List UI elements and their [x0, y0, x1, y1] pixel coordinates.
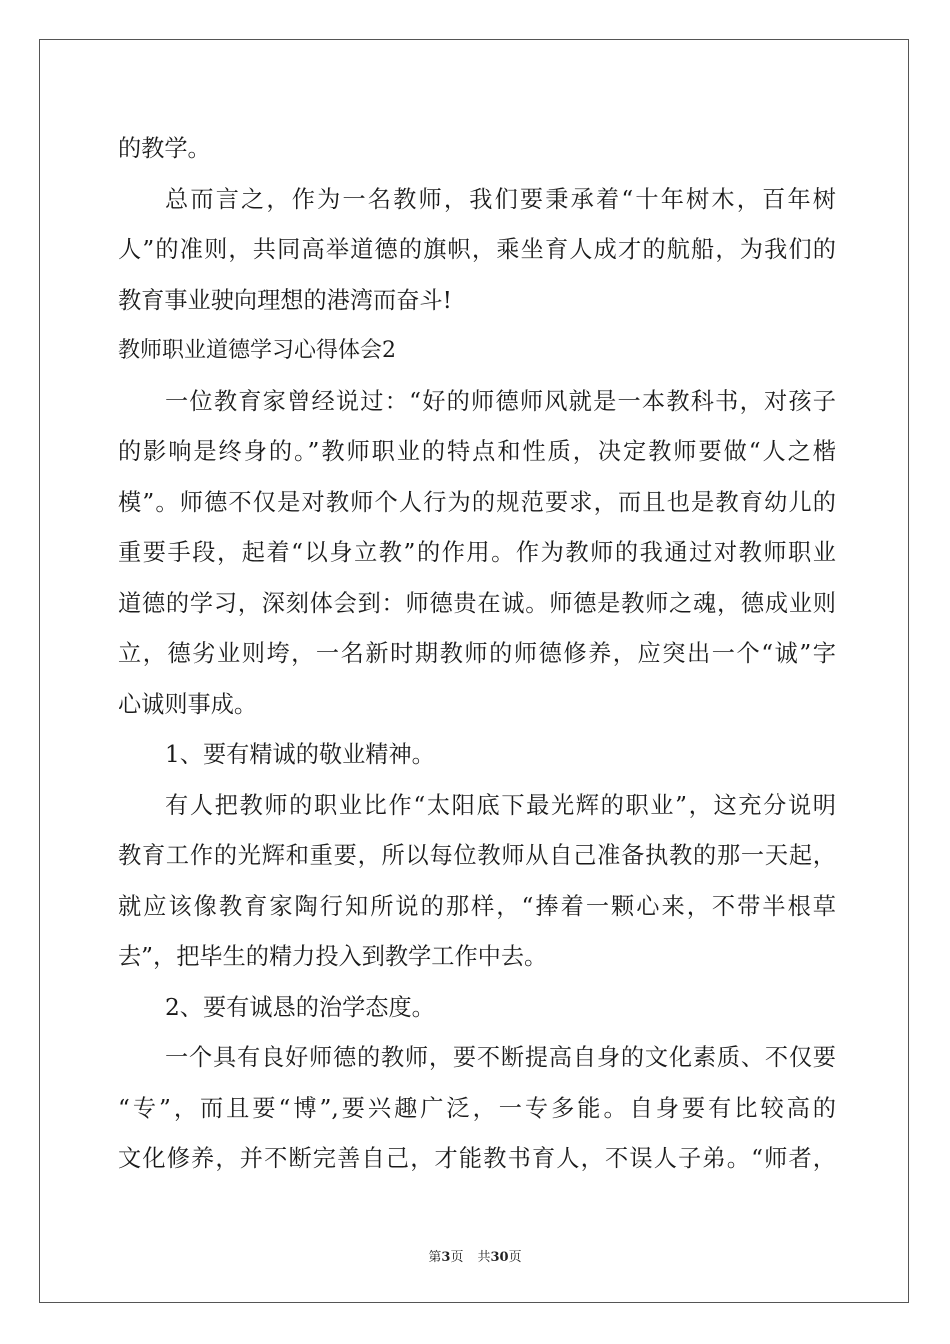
text-line: 就应该像教育家陶行知所说的那样，“捧着一颗心来，不带半根草 — [118, 892, 836, 920]
list-item-heading: 2、要有诚恳的治学态度。 — [165, 993, 435, 1021]
section-heading: 教师职业道德学习心得体会2 — [118, 338, 396, 363]
text-line: 教育工作的光辉和重要，所以每位教师从自己准备执教的那一天起， — [118, 842, 836, 869]
text-line: “专”，而且要“博”,要兴趣广泛，一专多能。自身要有比较高的 — [118, 1094, 836, 1122]
page-footer — [0, 1246, 950, 1265]
text-line: 人”的准则，共同高举道德的旗帜，乘坐育人成才的航船，为我们的 — [118, 236, 836, 263]
total-prefix: 共 — [477, 1250, 491, 1265]
text-line: 的教学。 — [118, 135, 211, 162]
text-line: 道德的学习，深刻体会到：师德贵在诚。师德是教师之魂，德成业则 — [118, 589, 836, 617]
text-line: 有人把教师的职业比作“太阳底下最光辉的职业”，这充分说明 — [165, 791, 836, 819]
list-item-heading: 1、要有精诚的敬业精神。 — [165, 741, 435, 768]
text-line: 一位教育家曾经说过：“好的师德师风就是一本教科书，对孩子 — [165, 387, 836, 415]
text-line: 文化修养，并不断完善自己，才能教书育人，不误人子弟。“师者， — [118, 1145, 836, 1172]
page-current: 3 — [441, 1250, 451, 1265]
text-line: 一个具有良好师德的教师，要不断提高自身的文化素质、不仅要 — [165, 1044, 836, 1071]
text-line: 的影响是终身的。”教师职业的特点和性质，决定教师要做“人之楷 — [118, 438, 836, 465]
text-line: 心诚则事成。 — [118, 690, 258, 718]
page-total: 30 — [490, 1250, 509, 1265]
text-line: 立，德劣业则垮，一名新时期教师的师德修养，应突出一个“诚”字 — [118, 640, 836, 667]
text-line: 重要手段，起着“以身立教”的作用。作为教师的我通过对教师职业 — [118, 539, 836, 566]
text-line: 总而言之，作为一名教师，我们要秉承着“十年树木，百年树 — [165, 185, 836, 213]
text-line: 模”。师德不仅是对教师个人行为的规范要求，而且也是教育幼儿的 — [118, 488, 836, 516]
total-unit: 页 — [508, 1250, 522, 1265]
text-line: 去”，把毕生的精力投入到教学工作中去。 — [118, 943, 548, 970]
document-body — [118, 124, 836, 1185]
text-line: 教育事业驶向理想的港湾而奋斗! — [118, 286, 452, 314]
page-prefix: 第 — [428, 1250, 442, 1265]
page-unit: 页 — [450, 1250, 464, 1265]
